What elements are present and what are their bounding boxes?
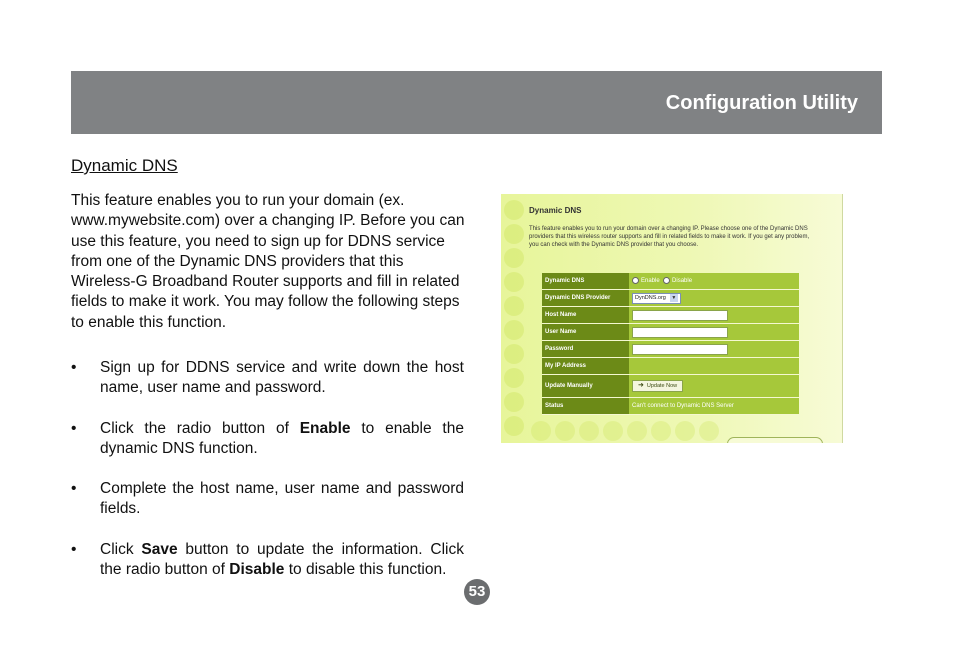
password-input[interactable] [632, 344, 728, 355]
ddns-label: Update Manually [542, 375, 629, 398]
provider-select[interactable] [632, 293, 681, 304]
enable-radio[interactable] [632, 277, 639, 284]
step-text: Click [100, 540, 142, 558]
section-title: Dynamic DNS [71, 156, 178, 175]
ddns-row-provider [542, 290, 799, 307]
page-header-title: Configuration Utility [665, 92, 858, 114]
disable-radio-label: Disable [672, 278, 693, 285]
enable-radio-label: Enable [641, 278, 660, 285]
step-text: Sign up for DDNS service and write down the host name, user name and password. [100, 359, 464, 397]
update-now-button[interactable] [632, 380, 683, 392]
user-name-input[interactable] [632, 327, 728, 338]
ddns-value [629, 290, 799, 307]
step-emphasis: Enable [299, 419, 351, 437]
intro-paragraph: This feature enables you to run your domain (ex. www.mywebsite.com) over a changing IP. Before you can use this feature, you need to sign up for DDNS service from one of the Dynamic DNS providers that this Wireless-G Broadband Router supports and fill in related fields to make it work. You may follow the following steps to enable this function. [71, 192, 465, 331]
bullet-icon: • [71, 419, 77, 437]
ddns-label: My IP Address [542, 358, 629, 375]
ddns-screenshot [501, 194, 843, 443]
ddns-settings-table [542, 273, 799, 415]
step-text: Click the radio button of [100, 419, 300, 437]
step-text: button to update the information. Click the radio button of [100, 540, 464, 579]
step-text: Complete the host name, user name and password fields. [100, 480, 464, 518]
ddns-row-host-name [542, 307, 799, 324]
step-item [71, 479, 464, 520]
ddns-value [629, 358, 799, 375]
ddns-row-update [542, 375, 799, 398]
steps-list [71, 358, 464, 600]
ddns-label: Host Name [542, 307, 629, 324]
ddns-label: Password [542, 341, 629, 358]
step-text: to disable this function. [284, 561, 447, 579]
ddns-label: Dynamic DNS [542, 273, 629, 290]
ddns-row-user-name [542, 324, 799, 341]
step-item [71, 540, 464, 581]
ddns-value [629, 375, 799, 398]
ddns-status-value: Can't connect to Dynamic DNS Server [629, 398, 799, 415]
ddns-row-password [542, 341, 799, 358]
ddns-value [629, 273, 799, 290]
decorative-circles [501, 194, 531, 443]
provider-selected-value: DynDNS.org [635, 294, 666, 301]
ddns-panel-title: Dynamic DNS [529, 206, 582, 215]
page-number: 53 [464, 579, 490, 605]
save-button[interactable] [727, 437, 823, 443]
update-now-label: Update Now [646, 383, 678, 389]
step-item [71, 419, 464, 460]
ddns-row-status [542, 398, 799, 415]
ddns-label: Status [542, 398, 629, 415]
ddns-value [629, 307, 799, 324]
ddns-row-dynamic-dns [542, 273, 799, 290]
bullet-icon: • [71, 540, 77, 558]
ddns-panel-description: This feature enables you to run your domain over a changing IP. Please choose one of the Dynamic DNS providers that this wireless router supports and fill in related fields to make it work. If you get any problem, you can check with the Dynamic DNS provider that you choose. [529, 226, 810, 248]
disable-radio[interactable] [663, 277, 670, 284]
header-bar [71, 71, 882, 134]
step-emphasis: Save [141, 540, 178, 558]
ddns-value [629, 341, 799, 358]
step-item [71, 358, 464, 399]
ddns-label: User Name [542, 324, 629, 341]
step-text: to enable the dynamic DNS function. [100, 419, 464, 457]
arrow-right-icon: ➜ [638, 382, 644, 389]
chevron-down-icon: ▼ [671, 294, 677, 301]
bullet-icon: • [71, 359, 77, 376]
ddns-label: Dynamic DNS Provider [542, 290, 629, 307]
host-name-input[interactable] [632, 310, 728, 321]
ddns-row-my-ip [542, 358, 799, 375]
bullet-icon: • [71, 480, 77, 498]
step-emphasis: Disable [229, 561, 285, 579]
ddns-value [629, 324, 799, 341]
